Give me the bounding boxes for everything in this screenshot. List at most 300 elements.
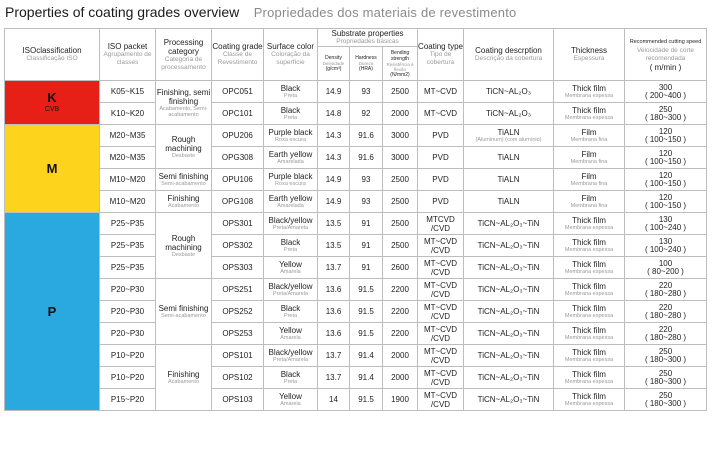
thickness-label-pt: Membrana espessa bbox=[564, 357, 614, 363]
thickness-label: Thick film bbox=[572, 216, 606, 225]
header-coating-grade: Coating grade Classe de Revestimento bbox=[212, 29, 264, 81]
table-row bbox=[5, 235, 707, 257]
processing-label-pt: Acabamento, Semi-acabamento bbox=[159, 105, 208, 118]
surface-color-cell bbox=[264, 81, 318, 103]
cutting-speed-cell bbox=[625, 125, 707, 147]
cutting-speed-range: ( 100~240 ) bbox=[644, 244, 687, 254]
table-row bbox=[5, 191, 707, 213]
coating-grade-cell: OPC051 bbox=[212, 81, 264, 103]
processing-category-cell bbox=[156, 213, 212, 279]
coating-type-cell: PVD bbox=[418, 147, 464, 169]
coating-description-cell bbox=[464, 125, 554, 147]
header-hardness: Hardness Dureza (HRA) bbox=[350, 47, 383, 81]
processing-category-cell bbox=[156, 191, 212, 213]
thickness-label-pt: Membrana espessa bbox=[564, 225, 614, 231]
thickness-label-pt: Membrana espessa bbox=[564, 379, 614, 385]
surface-color-label: Yellow bbox=[279, 260, 302, 269]
bending-cell: 2000 bbox=[383, 367, 418, 389]
bending-cell: 2000 bbox=[383, 345, 418, 367]
surface-color-label: Purple black bbox=[268, 172, 313, 181]
hardness-cell: 93 bbox=[350, 191, 383, 213]
cutting-speed-value: 250 bbox=[658, 368, 673, 378]
hardness-cell: 93 bbox=[350, 169, 383, 191]
cutting-speed-cell bbox=[625, 169, 707, 191]
cutting-speed-cell bbox=[625, 367, 707, 389]
coating-description-cell bbox=[464, 257, 554, 279]
iso-packet-cell: K05~K15 bbox=[100, 81, 156, 103]
coating-grade-cell: OPS252 bbox=[212, 301, 264, 323]
coating-description-cell bbox=[464, 191, 554, 213]
surface-color-label: Black bbox=[280, 238, 301, 247]
bending-cell: 3000 bbox=[383, 125, 418, 147]
hardness-cell: 92 bbox=[350, 103, 383, 125]
cutting-speed-range: ( 100~150 ) bbox=[644, 178, 687, 188]
thickness-label-pt: Membrana espessa bbox=[564, 115, 614, 121]
table-row bbox=[5, 169, 707, 191]
surface-color-label-pt: Preta bbox=[283, 379, 298, 385]
surface-color-cell bbox=[264, 279, 318, 301]
density-cell: 13.6 bbox=[318, 323, 350, 345]
coating-type-cell: MT~CVD /CVD bbox=[418, 235, 464, 257]
cutting-speed-cell bbox=[625, 279, 707, 301]
thickness-label-pt: Membrana espessa bbox=[564, 247, 614, 253]
iso-class-cell bbox=[5, 125, 100, 213]
surface-color-cell bbox=[264, 389, 318, 411]
surface-color-label-pt: Preta/Amarela bbox=[272, 225, 309, 231]
iso-packet-cell: P10~P20 bbox=[100, 345, 156, 367]
header-cutting-speed: Recommended cutting speed Velocidade de corte recomendada ( m/min ) bbox=[625, 29, 707, 81]
coating-type-cell: MT~CVD bbox=[418, 103, 464, 125]
bending-cell: 2000 bbox=[383, 103, 418, 125]
thickness-label: Thick film bbox=[572, 392, 606, 401]
coating-type-cell: PVD bbox=[418, 125, 464, 147]
thickness-cell bbox=[554, 301, 625, 323]
iso-packet-cell: P20~P30 bbox=[100, 301, 156, 323]
cutting-speed-value: 120 bbox=[658, 192, 673, 202]
surface-color-cell bbox=[264, 191, 318, 213]
surface-color-cell bbox=[264, 345, 318, 367]
coating-description-cell bbox=[464, 323, 554, 345]
iso-class-cell bbox=[5, 213, 100, 411]
table-row bbox=[5, 147, 707, 169]
surface-color-label-pt: Preta bbox=[283, 313, 298, 319]
header-row bbox=[5, 29, 707, 47]
surface-color-cell bbox=[264, 103, 318, 125]
cutting-speed-cell bbox=[625, 103, 707, 125]
table-row bbox=[5, 323, 707, 345]
header-thickness: Thickness Espessura bbox=[554, 29, 625, 81]
cutting-speed-range: ( 180~280 ) bbox=[644, 332, 687, 342]
coating-grade-cell: OPU106 bbox=[212, 169, 264, 191]
thickness-cell bbox=[554, 345, 625, 367]
coating-type-cell: MT~CVD /CVD bbox=[418, 389, 464, 411]
density-cell: 13.7 bbox=[318, 345, 350, 367]
thickness-label-pt: Membrana espessa bbox=[564, 269, 614, 275]
thickness-label: Thick film bbox=[572, 304, 606, 313]
thickness-label: Film bbox=[581, 128, 597, 137]
header-iso-classification: ISOclassification Classificação ISO bbox=[5, 29, 100, 81]
coating-grade-cell: OPG308 bbox=[212, 147, 264, 169]
bending-cell: 1900 bbox=[383, 389, 418, 411]
surface-color-label-pt: Amarelada bbox=[277, 159, 304, 165]
cutting-speed-cell bbox=[625, 147, 707, 169]
thickness-label: Thick film bbox=[572, 260, 606, 269]
hardness-cell: 91.5 bbox=[350, 323, 383, 345]
hardness-cell: 91.6 bbox=[350, 147, 383, 169]
thickness-cell bbox=[554, 389, 625, 411]
coating-description-cell bbox=[464, 279, 554, 301]
density-cell: 14.9 bbox=[318, 81, 350, 103]
surface-color-label: Black/yellow bbox=[268, 282, 313, 291]
surface-color-label-pt: Preta/Amarela bbox=[272, 291, 309, 297]
coating-description-cell bbox=[464, 345, 554, 367]
header-bending-strength: Bending strength Resistência à flexão (N/mm2) bbox=[383, 47, 418, 81]
processing-label: Semi finishing bbox=[158, 172, 209, 181]
processing-label-pt: Acabamento bbox=[168, 203, 199, 209]
density-cell: 13.5 bbox=[318, 213, 350, 235]
processing-label: Rough machining bbox=[165, 233, 202, 252]
coating-description-label: TiCN~AL₂O₃~TiN bbox=[477, 285, 540, 294]
coating-description-label: TiCN~AL₂O₃~TiN bbox=[477, 373, 540, 382]
iso-packet-cell: P25~P35 bbox=[100, 257, 156, 279]
cutting-speed-cell bbox=[625, 235, 707, 257]
processing-category-cell bbox=[156, 81, 212, 125]
processing-label-pt: Acabamento bbox=[168, 379, 199, 385]
cutting-speed-range: ( 180~300 ) bbox=[644, 112, 687, 122]
coating-type-cell: MT~CVD bbox=[418, 81, 464, 103]
hardness-cell: 91.5 bbox=[350, 389, 383, 411]
surface-color-cell bbox=[264, 367, 318, 389]
surface-color-label: Yellow bbox=[279, 326, 302, 335]
processing-label: Finishing bbox=[167, 370, 200, 379]
coating-grade-cell: OPS102 bbox=[212, 367, 264, 389]
surface-color-label: Black/yellow bbox=[268, 216, 313, 225]
thickness-label: Film bbox=[581, 150, 597, 159]
iso-class-code: K bbox=[47, 90, 57, 105]
bending-cell: 2500 bbox=[383, 169, 418, 191]
surface-color-cell bbox=[264, 169, 318, 191]
surface-color-label-pt: Amarela bbox=[280, 401, 301, 407]
thickness-label-pt: Membrana espessa bbox=[564, 313, 614, 319]
table-row bbox=[5, 367, 707, 389]
cutting-speed-value: 300 bbox=[658, 82, 673, 92]
hardness-cell: 91.6 bbox=[350, 125, 383, 147]
thickness-label-pt: Membrana espessa bbox=[564, 291, 614, 297]
coating-description-cell bbox=[464, 81, 554, 103]
coating-description-label: TiCN~AL₂O₃~TiN bbox=[477, 219, 540, 228]
surface-color-cell bbox=[264, 323, 318, 345]
coating-grade-cell: OPU206 bbox=[212, 125, 264, 147]
bending-cell: 2600 bbox=[383, 257, 418, 279]
header-surface-color: Surface color Coloração da superfície bbox=[264, 29, 318, 81]
thickness-label-pt: Membrana espessa bbox=[564, 93, 614, 99]
cutting-speed-range: ( 180~300 ) bbox=[644, 354, 687, 364]
processing-label-pt: Semi-acabamento bbox=[161, 313, 206, 319]
cutting-speed-range: ( 180~300 ) bbox=[644, 398, 687, 408]
coating-description-label: TiCN~AL₂O₃~TiN bbox=[477, 241, 540, 250]
iso-class-cell bbox=[5, 81, 100, 125]
thickness-label: Thick film bbox=[572, 238, 606, 247]
bending-cell: 2500 bbox=[383, 191, 418, 213]
cutting-speed-cell bbox=[625, 213, 707, 235]
hardness-cell: 91.5 bbox=[350, 301, 383, 323]
coating-description-label: TiCN~AL₂O₃~TiN bbox=[477, 307, 540, 316]
cutting-speed-cell bbox=[625, 323, 707, 345]
cutting-speed-range: ( 80~200 ) bbox=[647, 266, 684, 276]
density-cell: 13.5 bbox=[318, 235, 350, 257]
thickness-label-pt: Membrana fina bbox=[570, 159, 608, 165]
coating-grade-cell: OPS301 bbox=[212, 213, 264, 235]
bending-cell: 3000 bbox=[383, 147, 418, 169]
hardness-cell: 91 bbox=[350, 257, 383, 279]
coating-description-label: TiALN bbox=[497, 153, 520, 162]
table-row bbox=[5, 389, 707, 411]
processing-label: Finishing, semi finishing bbox=[156, 87, 211, 106]
cutting-speed-cell bbox=[625, 81, 707, 103]
cutting-speed-value: 250 bbox=[658, 346, 673, 356]
thickness-label: Thick film bbox=[572, 348, 606, 357]
density-cell: 14.3 bbox=[318, 147, 350, 169]
hardness-cell: 91 bbox=[350, 213, 383, 235]
coating-type-cell: MTCVD /CVD bbox=[418, 213, 464, 235]
coating-type-cell: MT~CVD /CVD bbox=[418, 301, 464, 323]
cutting-speed-cell bbox=[625, 389, 707, 411]
density-cell: 14 bbox=[318, 389, 350, 411]
table-row bbox=[5, 125, 707, 147]
coating-type-cell: MT~CVD /CVD bbox=[418, 279, 464, 301]
coating-type-cell: PVD bbox=[418, 191, 464, 213]
surface-color-label-pt: Preta bbox=[283, 247, 298, 253]
coating-grade-cell: OPS253 bbox=[212, 323, 264, 345]
hardness-cell: 91.4 bbox=[350, 345, 383, 367]
bending-cell: 2200 bbox=[383, 323, 418, 345]
coating-grades-table bbox=[4, 28, 707, 411]
density-cell: 14.8 bbox=[318, 103, 350, 125]
cutting-speed-value: 220 bbox=[658, 280, 673, 290]
coating-description-label: TiCN~AL₂O₃~TiN bbox=[477, 263, 540, 272]
iso-packet-cell: M10~M20 bbox=[100, 191, 156, 213]
table-row bbox=[5, 345, 707, 367]
iso-class-code: M bbox=[46, 160, 58, 176]
table-body bbox=[5, 81, 707, 411]
thickness-label: Thick film bbox=[572, 326, 606, 335]
iso-packet-cell: M20~M35 bbox=[100, 147, 156, 169]
cutting-speed-cell bbox=[625, 191, 707, 213]
coating-description-cell bbox=[464, 301, 554, 323]
thickness-label: Film bbox=[581, 172, 597, 181]
bending-cell: 2200 bbox=[383, 301, 418, 323]
cutting-speed-range: ( 200~400 ) bbox=[644, 90, 687, 100]
coating-description-label: TiALN bbox=[497, 197, 520, 206]
thickness-cell bbox=[554, 323, 625, 345]
coating-type-cell: MT~CVD /CVD bbox=[418, 367, 464, 389]
header-coating-description: Coating descrption Descrição da cobertura bbox=[464, 29, 554, 81]
coating-type-cell: PVD bbox=[418, 169, 464, 191]
surface-color-label: Yellow bbox=[279, 392, 302, 401]
cutting-speed-value: 130 bbox=[658, 236, 673, 246]
iso-packet-cell: P10~P20 bbox=[100, 367, 156, 389]
coating-type-cell: MT~CVD /CVD bbox=[418, 345, 464, 367]
cutting-speed-value: 120 bbox=[658, 148, 673, 158]
thickness-label: Thick film bbox=[572, 106, 606, 115]
iso-packet-cell: P15~P20 bbox=[100, 389, 156, 411]
header-processing-category: Processing category Categoria de processamento bbox=[156, 29, 212, 81]
coating-description-cell bbox=[464, 147, 554, 169]
page-title bbox=[5, 4, 516, 24]
coating-grade-cell: OPC101 bbox=[212, 103, 264, 125]
table-row bbox=[5, 257, 707, 279]
coating-grade-cell: OPS103 bbox=[212, 389, 264, 411]
thickness-cell bbox=[554, 213, 625, 235]
coating-description-label: TiCN~AL₂O₃~TiN bbox=[477, 351, 540, 360]
coating-description-label: TiCN~AL₂O₃ bbox=[486, 87, 531, 96]
surface-color-label-pt: Amarelada bbox=[277, 203, 304, 209]
cutting-speed-value: 250 bbox=[658, 104, 673, 114]
header-iso-packet: ISO packet Agrupamento de classes bbox=[100, 29, 156, 81]
thickness-label-pt: Membrana fina bbox=[570, 181, 608, 187]
iso-packet-cell: P20~P30 bbox=[100, 279, 156, 301]
surface-color-label-pt: Roxa escura bbox=[275, 181, 306, 187]
surface-color-label-pt: Amarela bbox=[280, 335, 301, 341]
coating-description-cell bbox=[464, 103, 554, 125]
thickness-label-pt: Membrana espessa bbox=[564, 401, 614, 407]
surface-color-label-pt: Roxa escura bbox=[275, 137, 306, 143]
cutting-speed-range: ( 180~280 ) bbox=[644, 288, 687, 298]
surface-color-cell bbox=[264, 213, 318, 235]
density-cell: 14.9 bbox=[318, 191, 350, 213]
thickness-label-pt: Membrana espessa bbox=[564, 335, 614, 341]
cutting-speed-value: 220 bbox=[658, 302, 673, 312]
surface-color-label-pt: Amarela bbox=[280, 269, 301, 275]
density-cell: 13.7 bbox=[318, 367, 350, 389]
surface-color-label-pt: Preta/Amarela bbox=[272, 357, 309, 363]
coating-type-cell: MT~CVD /CVD bbox=[418, 323, 464, 345]
table-row bbox=[5, 301, 707, 323]
coating-description-label: TiALN bbox=[497, 128, 520, 137]
thickness-cell bbox=[554, 147, 625, 169]
iso-packet-cell: P25~P35 bbox=[100, 213, 156, 235]
iso-packet-cell: M20~M35 bbox=[100, 125, 156, 147]
thickness-cell bbox=[554, 191, 625, 213]
surface-color-label-pt: Preta bbox=[283, 115, 298, 121]
surface-color-label: Black bbox=[280, 106, 301, 115]
surface-color-label: Black bbox=[280, 370, 301, 379]
cutting-speed-value: 130 bbox=[658, 214, 673, 224]
cutting-speed-cell bbox=[625, 257, 707, 279]
processing-label-pt: Desbaste bbox=[171, 251, 196, 258]
iso-class-code: P bbox=[47, 303, 57, 319]
table-row bbox=[5, 103, 707, 125]
cutting-speed-range: ( 100~150 ) bbox=[644, 200, 687, 210]
coating-description-cell bbox=[464, 213, 554, 235]
density-cell: 13.6 bbox=[318, 301, 350, 323]
surface-color-label: Purple black bbox=[268, 128, 313, 137]
processing-category-cell bbox=[156, 125, 212, 169]
processing-label: Semi finishing bbox=[158, 304, 209, 313]
coating-grade-cell: OPS101 bbox=[212, 345, 264, 367]
iso-packet-cell: M10~M20 bbox=[100, 169, 156, 191]
thickness-cell bbox=[554, 235, 625, 257]
iso-packet-cell: P25~P35 bbox=[100, 235, 156, 257]
thickness-cell bbox=[554, 125, 625, 147]
header-substrate-properties: Substrate properties Propriedades básicas bbox=[318, 29, 418, 47]
cutting-speed-range: ( 100~240 ) bbox=[644, 222, 687, 232]
processing-label-pt: Semi-acabamento bbox=[161, 181, 206, 187]
surface-color-label: Black bbox=[280, 84, 301, 93]
bending-cell: 2500 bbox=[383, 81, 418, 103]
thickness-cell bbox=[554, 103, 625, 125]
cutting-speed-cell bbox=[625, 345, 707, 367]
processing-label: Finishing bbox=[167, 194, 200, 203]
title-portuguese: Propriedades dos materiais de revestimento bbox=[253, 5, 517, 20]
iso-packet-cell: P20~P30 bbox=[100, 323, 156, 345]
surface-color-label-pt: Preta bbox=[283, 93, 298, 99]
surface-color-cell bbox=[264, 235, 318, 257]
thickness-label: Thick film bbox=[572, 84, 606, 93]
coating-grade-cell: OPS303 bbox=[212, 257, 264, 279]
iso-class-subcode: CVB bbox=[44, 106, 60, 113]
surface-color-label: Black bbox=[280, 304, 301, 313]
thickness-label-pt: Membrana fina bbox=[570, 137, 608, 143]
hardness-cell: 93 bbox=[350, 81, 383, 103]
density-cell: 13.6 bbox=[318, 279, 350, 301]
cutting-speed-range: ( 180~280 ) bbox=[644, 310, 687, 320]
cutting-speed-value: 120 bbox=[658, 126, 673, 136]
surface-color-cell bbox=[264, 257, 318, 279]
cutting-speed-value: 100 bbox=[658, 258, 673, 268]
surface-color-cell bbox=[264, 301, 318, 323]
surface-color-cell bbox=[264, 147, 318, 169]
thickness-cell bbox=[554, 169, 625, 191]
density-cell: 13.7 bbox=[318, 257, 350, 279]
coating-grade-cell: OPS251 bbox=[212, 279, 264, 301]
bending-cell: 2200 bbox=[383, 279, 418, 301]
cutting-speed-range: ( 180~300 ) bbox=[644, 376, 687, 386]
cutting-speed-value: 120 bbox=[658, 170, 673, 180]
coating-grade-cell: OPG108 bbox=[212, 191, 264, 213]
hardness-cell: 91 bbox=[350, 235, 383, 257]
density-cell: 14.3 bbox=[318, 125, 350, 147]
coating-grade-cell: OPS302 bbox=[212, 235, 264, 257]
surface-color-label: Earth yellow bbox=[268, 194, 313, 203]
thickness-label-pt: Membrana fina bbox=[570, 203, 608, 209]
thickness-label: Thick film bbox=[572, 282, 606, 291]
cutting-speed-cell bbox=[625, 301, 707, 323]
coating-description-label: TiCN~AL₂O₃~TiN bbox=[477, 329, 540, 338]
density-cell: 14.9 bbox=[318, 169, 350, 191]
table-row bbox=[5, 213, 707, 235]
thickness-cell bbox=[554, 257, 625, 279]
iso-packet-cell: K10~K20 bbox=[100, 103, 156, 125]
hardness-cell: 91.4 bbox=[350, 367, 383, 389]
surface-color-label: Earth yellow bbox=[268, 150, 313, 159]
processing-category-cell bbox=[156, 345, 212, 411]
hardness-cell: 91.5 bbox=[350, 279, 383, 301]
bending-cell: 2500 bbox=[383, 235, 418, 257]
cutting-speed-range: ( 100~150 ) bbox=[644, 156, 687, 166]
table-row bbox=[5, 279, 707, 301]
coating-description-cell bbox=[464, 367, 554, 389]
bending-cell: 2500 bbox=[383, 213, 418, 235]
coating-description-label: TiCN~AL₂O₃~TiN bbox=[477, 395, 540, 404]
processing-category-cell bbox=[156, 169, 212, 191]
coating-description-note: (Aluminum) (com alumínio) bbox=[475, 137, 542, 143]
processing-category-cell bbox=[156, 279, 212, 345]
coating-description-label: TiCN~AL₂O₃ bbox=[486, 109, 531, 118]
thickness-cell bbox=[554, 367, 625, 389]
surface-color-cell bbox=[264, 125, 318, 147]
thickness-label: Film bbox=[581, 194, 597, 203]
